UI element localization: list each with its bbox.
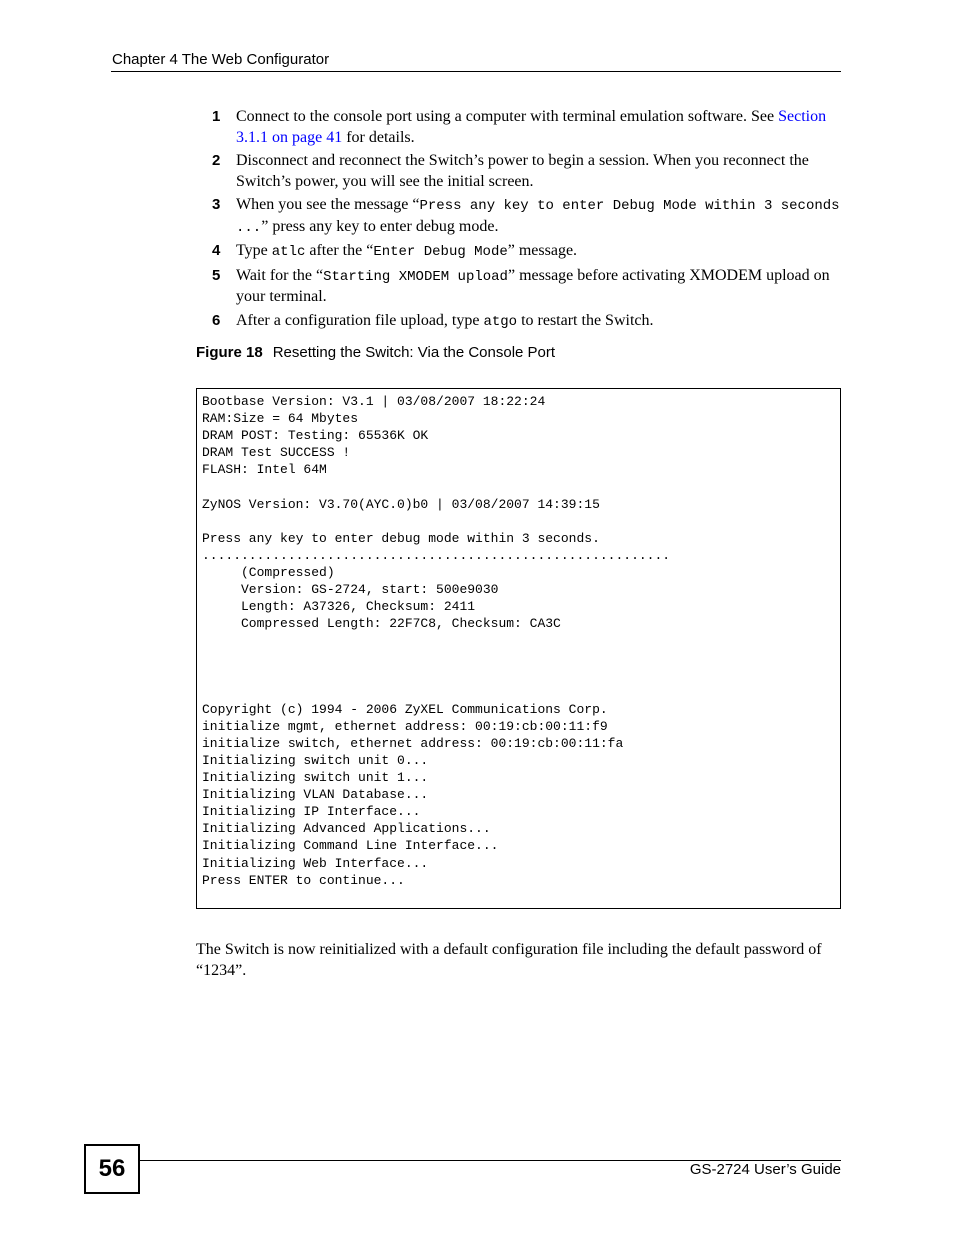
console-line: Initializing Advanced Applications... xyxy=(202,821,491,837)
body-paragraph: The Switch is now reinitialized with a default configuration file including the default password of “1234”. xyxy=(196,941,822,979)
step-text: after the “ xyxy=(305,242,374,259)
step-number: 5 xyxy=(212,266,221,284)
figure-label: Figure 18 xyxy=(196,344,263,361)
console-line: Bootbase Version: V3.1 | 03/08/2007 18:22:24 xyxy=(202,394,546,409)
console-line: Compressed Length: 22F7C8, Checksum: CA3C xyxy=(202,616,561,632)
console-line: Copyright (c) 1994 - 2006 ZyXEL Communications Corp. xyxy=(202,701,608,717)
step-text: for details. xyxy=(342,128,415,146)
page-number: 56 xyxy=(84,1144,140,1194)
figure-title: Resetting the Switch: Via the Console Port xyxy=(272,344,556,361)
step-text: Connect to the console port using a computer with terminal emulation software. See xyxy=(236,108,779,125)
step-text: to restart the Switch. xyxy=(517,311,654,329)
figure-caption xyxy=(196,344,555,361)
console-line: DRAM Test SUCCESS ! xyxy=(202,445,351,461)
step-number: 1 xyxy=(212,108,221,125)
guide-title: GS-2724 User’s Guide xyxy=(689,1161,841,1178)
step-text: ” press any key to enter debug mode. xyxy=(261,217,499,235)
step-number: 4 xyxy=(212,242,221,259)
running-header: Chapter 4 The Web Configurator xyxy=(112,51,330,68)
header-divider xyxy=(111,71,841,72)
step-text: ” message. xyxy=(507,242,578,259)
step-2 xyxy=(212,151,842,192)
console-line: initialize mgmt, ethernet address: 00:19:cb:00:11:f9 xyxy=(202,718,608,734)
step-number: 3 xyxy=(212,196,221,213)
console-line: Length: A37326, Checksum: 2411 xyxy=(202,599,476,615)
step-1 xyxy=(212,107,842,148)
step-number: 2 xyxy=(212,152,221,169)
console-line: Initializing Command Line Interface... xyxy=(202,838,499,854)
step-text: Type xyxy=(236,242,272,259)
step-text: ” message before activating XMODEM upload on your terminal. xyxy=(236,266,830,305)
step-6 xyxy=(212,311,842,333)
console-line: (Compressed) xyxy=(202,564,335,580)
step-4 xyxy=(212,241,842,263)
console-line: Initializing IP Interface... xyxy=(202,804,421,820)
console-output xyxy=(202,393,670,889)
code-text: atlc xyxy=(271,244,306,260)
console-line: Initializing switch unit 0... xyxy=(202,752,429,768)
code-text: Press any key to enter Debug Mode within 3 seconds ... xyxy=(236,198,840,236)
step-text: Disconnect and reconnect the Switch’s power to begin a session. When you reconnect the Switch’s power, you will see the initial screen. xyxy=(236,152,809,190)
console-line: Version: GS-2724, start: 500e9030 xyxy=(202,582,499,598)
console-line: ............................................................ xyxy=(202,547,671,563)
procedure-steps xyxy=(212,107,842,335)
console-line: ZyNOS Version: V3.70(AYC.0)b0 | 03/08/2007 14:39:15 xyxy=(202,496,600,512)
step-5 xyxy=(212,266,842,308)
step-text: When you see the message “ xyxy=(236,196,420,213)
code-text: Enter Debug Mode xyxy=(373,244,508,260)
console-line: Initializing Web Interface... xyxy=(202,855,429,871)
step-text: After a configuration file upload, type xyxy=(236,311,484,329)
step-number: 6 xyxy=(212,311,221,329)
step-text: Wait for the “ xyxy=(236,266,324,284)
console-line: Initializing VLAN Database... xyxy=(202,787,429,803)
code-text: atgo xyxy=(483,313,518,330)
console-line: RAM:Size = 64 Mbytes xyxy=(202,411,359,427)
console-line: initialize switch, ethernet address: 00:19:cb:00:11:fa xyxy=(202,735,624,751)
step-3 xyxy=(212,195,842,238)
console-line: FLASH: Intel 64M xyxy=(202,462,327,478)
console-line: DRAM POST: Testing: 65536K OK xyxy=(202,428,429,444)
console-line: Press ENTER to continue... xyxy=(202,872,405,888)
section-link[interactable]: Section 3.1.1 on page 41 xyxy=(236,108,827,146)
console-line: Initializing switch unit 1... xyxy=(202,770,429,786)
console-output-box xyxy=(196,388,841,909)
code-text: Starting XMODEM upload xyxy=(323,268,508,285)
console-line: Press any key to enter debug mode within 3 seconds. xyxy=(202,530,600,546)
